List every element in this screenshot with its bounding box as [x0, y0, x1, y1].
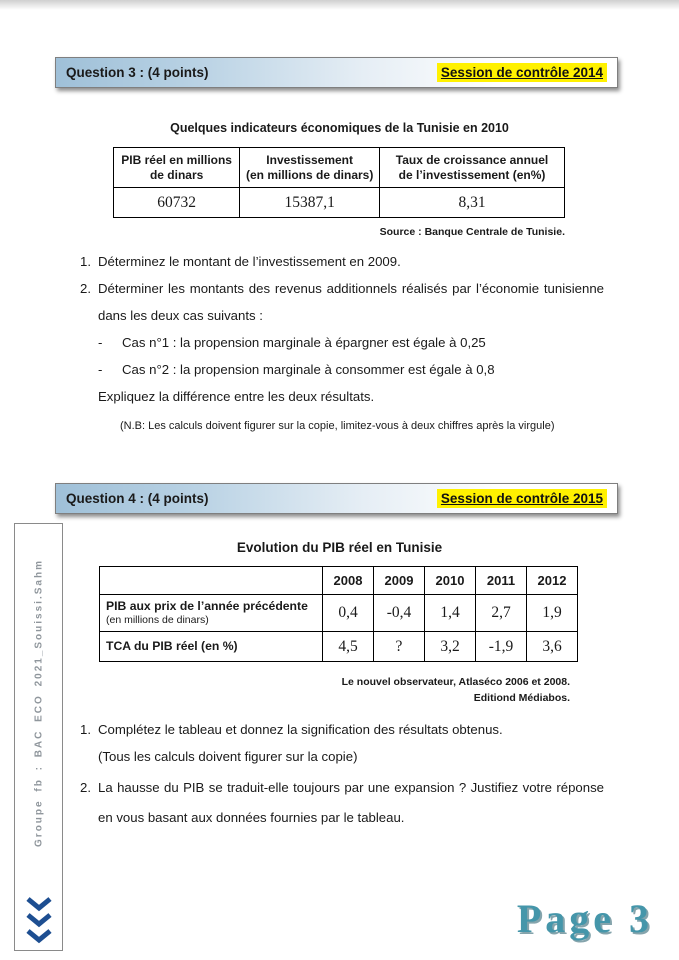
indicators-table — [113, 147, 565, 218]
pib-year-header-row — [100, 567, 578, 595]
year-header: 2009 — [374, 567, 425, 595]
pib-table-title: Evolution du PIB réel en Tunisie — [236, 540, 443, 555]
question3-item-1 — [80, 248, 604, 275]
item-text: Complétez le tableau et donnez la signification des résultats obtenus. — [98, 722, 503, 737]
tca-cell: -1,9 — [476, 632, 527, 662]
row-label: TCA du PIB réel (en %) — [106, 639, 238, 653]
indicators-col-investissement — [240, 148, 380, 188]
indicators-col-taux — [380, 148, 565, 188]
question3-list — [80, 248, 604, 436]
question3-nb-note: (N.B: Les calculs doivent figurer sur la copie, limitez-vous à deux chiffres après la virgule) — [120, 420, 555, 432]
sidebar-vertical-text: Groupe fb : BAC ECO 2021_Souissi.Sahm — [33, 558, 44, 847]
year-header: 2010 — [425, 567, 476, 595]
header-line: de l’investissement (en%) — [398, 167, 546, 182]
page-number: Page 3 — [516, 896, 653, 941]
question4-item-2 — [80, 773, 604, 833]
year-header: 2012 — [527, 567, 578, 595]
pib-value: 60732 — [114, 188, 240, 218]
question4-title: Question 4 : (4 points) — [66, 491, 209, 506]
pib-table-wrapper — [99, 566, 578, 662]
question4-list — [80, 716, 604, 833]
pib-table — [99, 566, 578, 662]
item-text: Déterminer les montants des revenus additionnels réalisés par l’économie tunisienne dans les deux cas suivants : — [98, 281, 604, 323]
tca-row-label-cell — [100, 632, 323, 662]
tca-cell: ? — [374, 632, 425, 662]
dash-bullet: - — [98, 362, 103, 377]
row-label: PIB aux prix de l’année précédente — [106, 599, 308, 613]
question3-item-2 — [80, 275, 604, 329]
dash-bullet: - — [98, 335, 103, 350]
question4-session-highlight: Session de contrôle 2015 — [437, 489, 607, 508]
question3-session-highlight: Session de contrôle 2014 — [437, 63, 607, 82]
taux-value: 8,31 — [380, 188, 565, 218]
sidebar-group-banner — [14, 523, 63, 951]
triple-chevron-down-icon — [24, 897, 54, 944]
tca-cell: 3,2 — [425, 632, 476, 662]
investissement-value: 15387,1 — [240, 188, 380, 218]
pib-table-source — [99, 674, 570, 706]
pib-cell: -0,4 — [374, 595, 425, 632]
pib-cell: 1,4 — [425, 595, 476, 632]
pib-cell: 1,9 — [527, 595, 578, 632]
pib-cell: 0,4 — [323, 595, 374, 632]
item-number: 1. — [80, 254, 91, 269]
indicators-table-title: Quelques indicateurs économiques de la Tunisie en 2010 — [170, 121, 509, 135]
indicators-table-wrapper — [113, 147, 565, 218]
chevron-down-icon — [24, 929, 54, 944]
case-text: Cas n°1 : la propension marginale à épargner est égale à 0,25 — [122, 335, 486, 350]
source-line-2: Editiond Médiabos. — [473, 692, 570, 704]
question4-item-1 — [80, 716, 604, 743]
header-line: PIB réel en millions — [121, 152, 232, 167]
question3-followup: Expliquez la différence entre les deux résultats. — [98, 389, 375, 404]
indicators-source: Source : Banque Centrale de Tunisie. — [379, 226, 565, 238]
year-header: 2008 — [323, 567, 374, 595]
tca-cell: 3,6 — [527, 632, 578, 662]
pib-row-label-cell — [100, 595, 323, 632]
corner-cell — [100, 567, 323, 595]
question3-case-2 — [98, 356, 604, 383]
question3-case-1 — [98, 329, 604, 356]
chevron-down-icon — [24, 897, 54, 912]
item-number: 1. — [80, 722, 91, 737]
question3-title: Question 3 : (4 points) — [66, 65, 209, 80]
indicators-col-pib — [114, 148, 240, 188]
source-line-1: Le nouvel observateur, Atlaséco 2006 et 2008. — [341, 676, 570, 688]
chevron-down-icon — [24, 913, 54, 928]
row-sublabel: (en millions de dinars) — [106, 614, 209, 626]
tca-row — [100, 632, 578, 662]
item-number: 2. — [80, 780, 91, 795]
page-top-edge — [0, 0, 679, 10]
indicators-header-row — [114, 148, 565, 188]
item-number: 2. — [80, 281, 91, 296]
year-header: 2011 — [476, 567, 527, 595]
question4-banner — [55, 483, 618, 514]
header-line: Taux de croissance annuel — [395, 152, 549, 167]
item-text: Déterminez le montant de l’investissement en 2009. — [98, 254, 401, 269]
header-line: (en millions de dinars) — [245, 167, 374, 182]
header-line: Investissement — [266, 152, 354, 167]
indicators-value-row — [114, 188, 565, 218]
question3-banner — [55, 57, 618, 88]
question4-note: (Tous les calculs doivent figurer sur la copie) — [98, 749, 358, 764]
case-text: Cas n°2 : la propension marginale à consommer est égale à 0,8 — [122, 362, 495, 377]
header-line: de dinars — [149, 167, 204, 182]
item-text: La hausse du PIB se traduit-elle toujours par une expansion ? Justifiez votre réponse en vous basant aux données fournies par le tableau. — [98, 780, 604, 825]
tca-cell: 4,5 — [323, 632, 374, 662]
pib-cell: 2,7 — [476, 595, 527, 632]
pib-row — [100, 595, 578, 632]
